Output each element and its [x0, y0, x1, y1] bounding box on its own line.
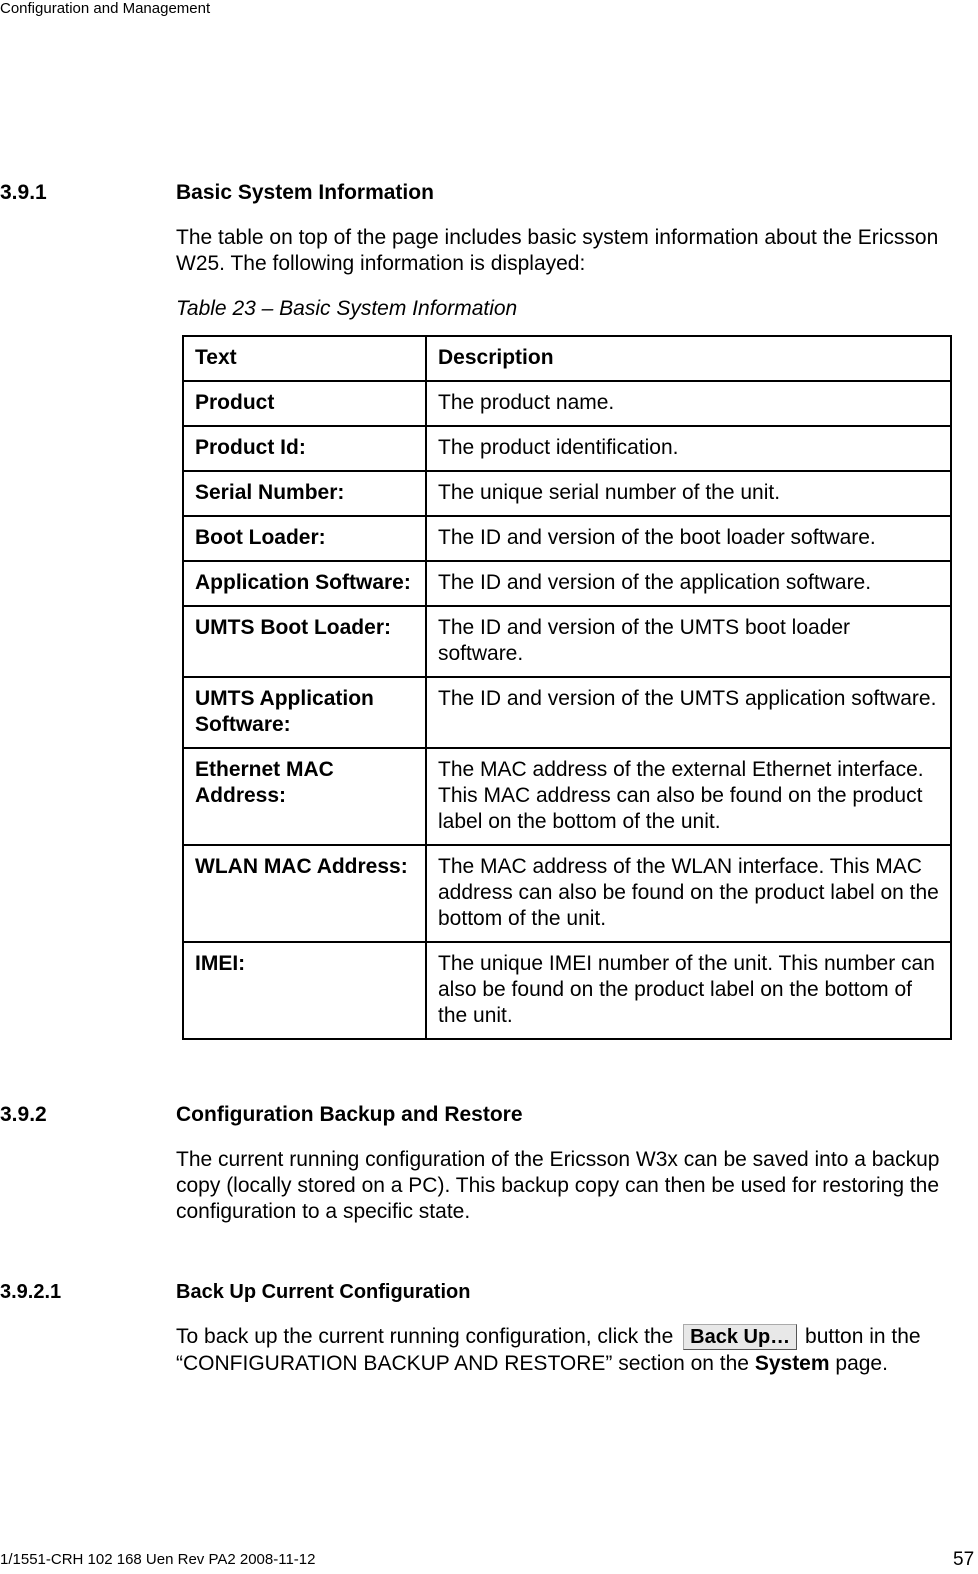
back-up-instructions-paragraph: [176, 1323, 946, 1377]
table-row: [183, 677, 951, 748]
cell-description: The ID and version of the UMTS boot loader software.: [426, 606, 951, 677]
cell-description: The ID and version of the application software.: [426, 561, 951, 606]
table-row: [183, 606, 951, 677]
footer-document-id: 1/1551-CRH 102 168 Uen Rev PA2 2008-11-12: [0, 1551, 316, 1568]
back-up-button[interactable]: Back Up…: [683, 1324, 797, 1350]
column-header-description: Description: [426, 336, 951, 381]
cell-text: Product Id:: [183, 426, 426, 471]
section-number-3-9-1: 3.9.1: [0, 181, 47, 204]
cell-description: The ID and version of the UMTS application software.: [426, 677, 951, 748]
running-header: Configuration and Management: [0, 0, 211, 17]
table-row: [183, 845, 951, 942]
cell-text: WLAN MAC Address:: [183, 845, 426, 942]
cell-text: Application Software:: [183, 561, 426, 606]
cell-description: The MAC address of the WLAN interface. This MAC address can also be found on the product label on the bottom of the unit.: [426, 845, 951, 942]
section-number-3-9-2: 3.9.2: [0, 1103, 47, 1126]
table-row: [183, 381, 951, 426]
basic-system-information-table: [182, 335, 952, 1040]
instruction-text-middle: button in the “CONFIGURATION BACKUP AND RESTORE” section on the: [176, 1325, 921, 1375]
cell-text: UMTS Application Software:: [183, 677, 426, 748]
cell-description: The product identification.: [426, 426, 951, 471]
backup-restore-paragraph: The current running configuration of the Ericsson W3x can be saved into a backup copy (locally stored on a PC). This backup copy can then be used for restoring the configuration to a specific state.: [176, 1148, 940, 1223]
section-title-back-up-current-configuration: Back Up Current Configuration: [176, 1281, 471, 1303]
instruction-text-before: To back up the current running configuration, click the: [176, 1325, 674, 1348]
section-title-configuration-backup-and-restore: Configuration Backup and Restore: [176, 1103, 523, 1126]
cell-text: Serial Number:: [183, 471, 426, 516]
cell-description: The unique IMEI number of the unit. This number can also be found on the product label on the bottom of the unit.: [426, 942, 951, 1039]
cell-description: The MAC address of the external Ethernet interface. This MAC address can also be found on the product label on the bottom of the unit.: [426, 748, 951, 845]
system-page-name: System: [754, 1352, 830, 1375]
intro-paragraph: The table on top of the page includes basic system information about the Ericsson W25. The following information is displayed:: [176, 226, 939, 275]
table-row: [183, 748, 951, 845]
column-header-text: Text: [183, 336, 426, 381]
cell-description: The unique serial number of the unit.: [426, 471, 951, 516]
instruction-text-after: page.: [835, 1352, 888, 1375]
table-row: [183, 516, 951, 561]
cell-description: The product name.: [426, 381, 951, 426]
table-caption: Table 23 – Basic System Information: [176, 297, 518, 320]
footer-page-number: 57: [953, 1549, 975, 1570]
cell-text: IMEI:: [183, 942, 426, 1039]
section-number-3-9-2-1: 3.9.2.1: [0, 1281, 62, 1303]
cell-text: UMTS Boot Loader:: [183, 606, 426, 677]
cell-text: Boot Loader:: [183, 516, 426, 561]
table-row: [183, 942, 951, 1039]
table-row: [183, 471, 951, 516]
cell-description: The ID and version of the boot loader software.: [426, 516, 951, 561]
table-row: [183, 426, 951, 471]
section-title-basic-system-information: Basic System Information: [176, 181, 434, 204]
cell-text: Product: [183, 381, 426, 426]
table-row: [183, 561, 951, 606]
table-header-row: [183, 336, 951, 381]
cell-text: Ethernet MAC Address:: [183, 748, 426, 845]
